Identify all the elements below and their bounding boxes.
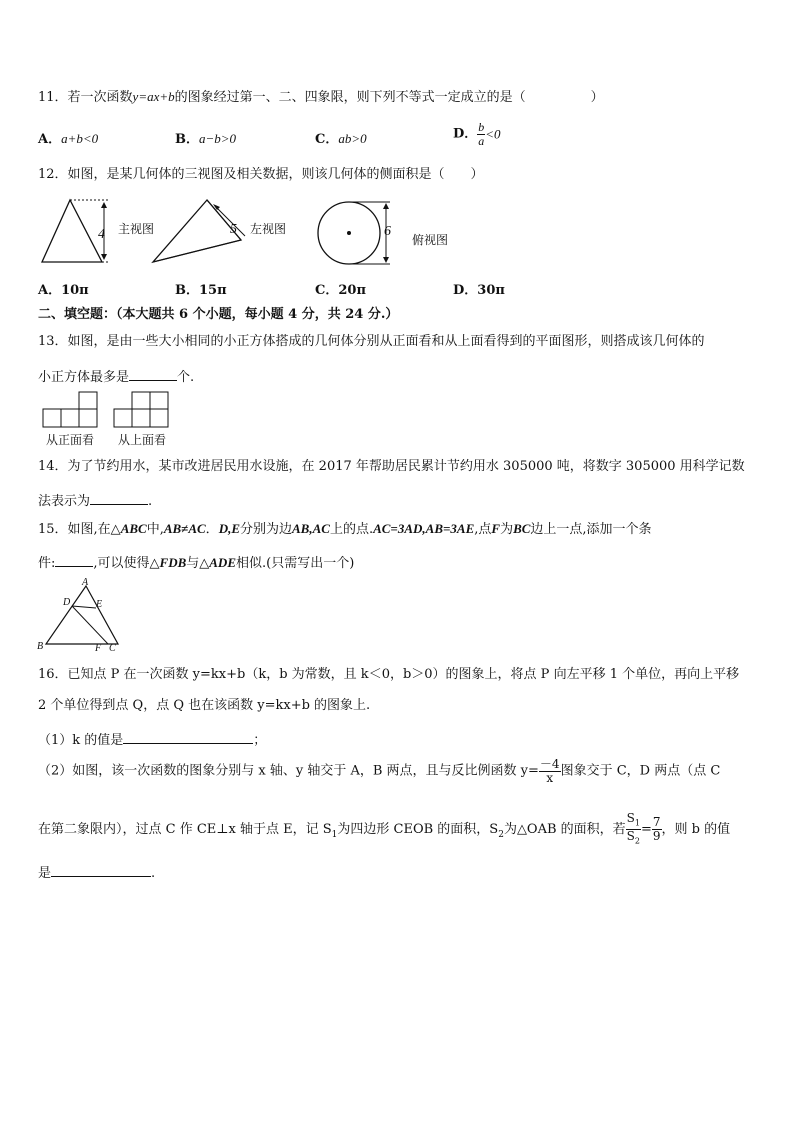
q12-front-label: 主视图: [118, 222, 155, 236]
q12-option-c: C．20π: [315, 283, 366, 298]
q16-part1-blank[interactable]: [123, 729, 253, 744]
section-2-heading: 二、填空题：（本大题共 6 个小题，每小题 4 分，共 24 分.）: [38, 307, 399, 322]
q12-option-d: D．30π: [453, 283, 505, 298]
q12-option-a: A．10π: [38, 283, 89, 298]
q16-part1: （1）k 的值是 ；: [38, 729, 266, 750]
q14-line1: 14．为了节约用水，某市改进居民用水设施，在 2017 年帮助居民累计节约用水 305000 吨，将数字 305000 用科学记数: [38, 459, 745, 474]
q13-line2: 小正方体最多是 个.: [38, 366, 194, 387]
q12-side-num: 5: [230, 222, 237, 237]
q12-side-label: 左视图: [250, 222, 287, 236]
q15-line1: 15．如图,在△ABC中,AB≠AC．D,E分别为边AB,AC上的点.AC=3AD,AB=3AE,点F为BC边上一点,添加一个条: [38, 521, 652, 537]
q16-ratio-value: $\frac{7}{9}$: [652, 815, 661, 844]
q13-front-label: 从正面看: [46, 433, 95, 447]
q13-answer-blank[interactable]: [129, 366, 177, 381]
q12-top-num: 6: [384, 224, 391, 239]
q11-function: y=ax+b: [132, 89, 175, 104]
q16-part4: 是 .: [38, 862, 155, 883]
q11-stem: 11．若一次函数y=ax+b的图象经过第一、二、四象限，则下列不等式一定成立的是（ ）: [38, 89, 604, 105]
q11-option-d-fraction: $\frac{b}{a}$: [478, 120, 485, 148]
q14-line2: 法表示为 .: [38, 490, 152, 511]
q16-line1: 16．已知点 P 在一次函数 y=kx+b（k，b 为常数，且 k＜0，b＞0）的图象上，将点 P 向左平移 1 个单位，再向上平移: [38, 667, 740, 682]
q15-point-b: B: [37, 641, 44, 652]
q16-part2: （2）如图，该一次函数的图象分别与 x 轴、y 轴交于 A，B 两点，且与反比例函数 y= $\frac{-4}{x}$ 图象交于 C，D 两点（点 C: [38, 757, 721, 785]
q16-inverse-fraction: $\frac{-4}{x}$: [539, 757, 560, 785]
q16-line2: 2 个单位得到点 Q，点 Q 也在该函数 y=kx+b 的图象上.: [38, 698, 371, 713]
q12-top-label: 俯视图: [412, 233, 449, 247]
q13-top-view-grid: [113, 392, 173, 432]
q15-point-a: A: [82, 577, 89, 588]
q13-line1: 13．如图，是由一些大小相同的小正方体搭成的几何体分别从正面看和从上面看得到的平面图形，则搭成该几何体的: [38, 334, 705, 349]
q11-option-b: B．a−b>0: [175, 131, 237, 147]
q15-point-e: E: [96, 599, 103, 610]
q14-answer-blank[interactable]: [90, 490, 148, 505]
q13-front-view-grid: [42, 392, 102, 432]
q12-side-view-figure: [145, 196, 255, 272]
q11-option-a: A．a+b<0: [38, 131, 99, 147]
q11-option-d: D． $\frac{b}{a}$ <0: [453, 120, 501, 148]
q15-answer-blank[interactable]: [55, 552, 93, 567]
q16-part3: 在第二象限内），过点 C 作 CE⊥x 轴于点 E，记 $S_1$为四边形 CEOB 的面积，$S_2$为△OAB 的面积，若 $\frac{S_1}{S_2}$ = $\frac{7}{9}$ ，则 b 的值: [38, 811, 731, 846]
q12-front-num: 4: [98, 227, 105, 242]
q15-point-f: F: [95, 643, 102, 654]
q15-line2: 件: ,可以使得△FDB与△ADE相似.(只需写出一个): [38, 552, 354, 573]
q11-option-c: C．ab>0: [315, 131, 367, 147]
q15-point-d: D: [63, 597, 71, 608]
q13-top-label: 从上面看: [118, 433, 167, 447]
q15-triangle-figure: [42, 580, 132, 652]
q12-front-view-figure: [38, 196, 118, 268]
q15-point-c: C: [109, 643, 116, 654]
q12-stem: 12．如图，是某几何体的三视图及相关数据，则该几何体的侧面积是（ ）: [38, 167, 484, 182]
q12-option-b: B．15π: [175, 283, 227, 298]
q16-area-ratio: $\frac{S_1}{S_2}$: [626, 811, 640, 846]
q16-part2-blank[interactable]: [51, 862, 151, 877]
